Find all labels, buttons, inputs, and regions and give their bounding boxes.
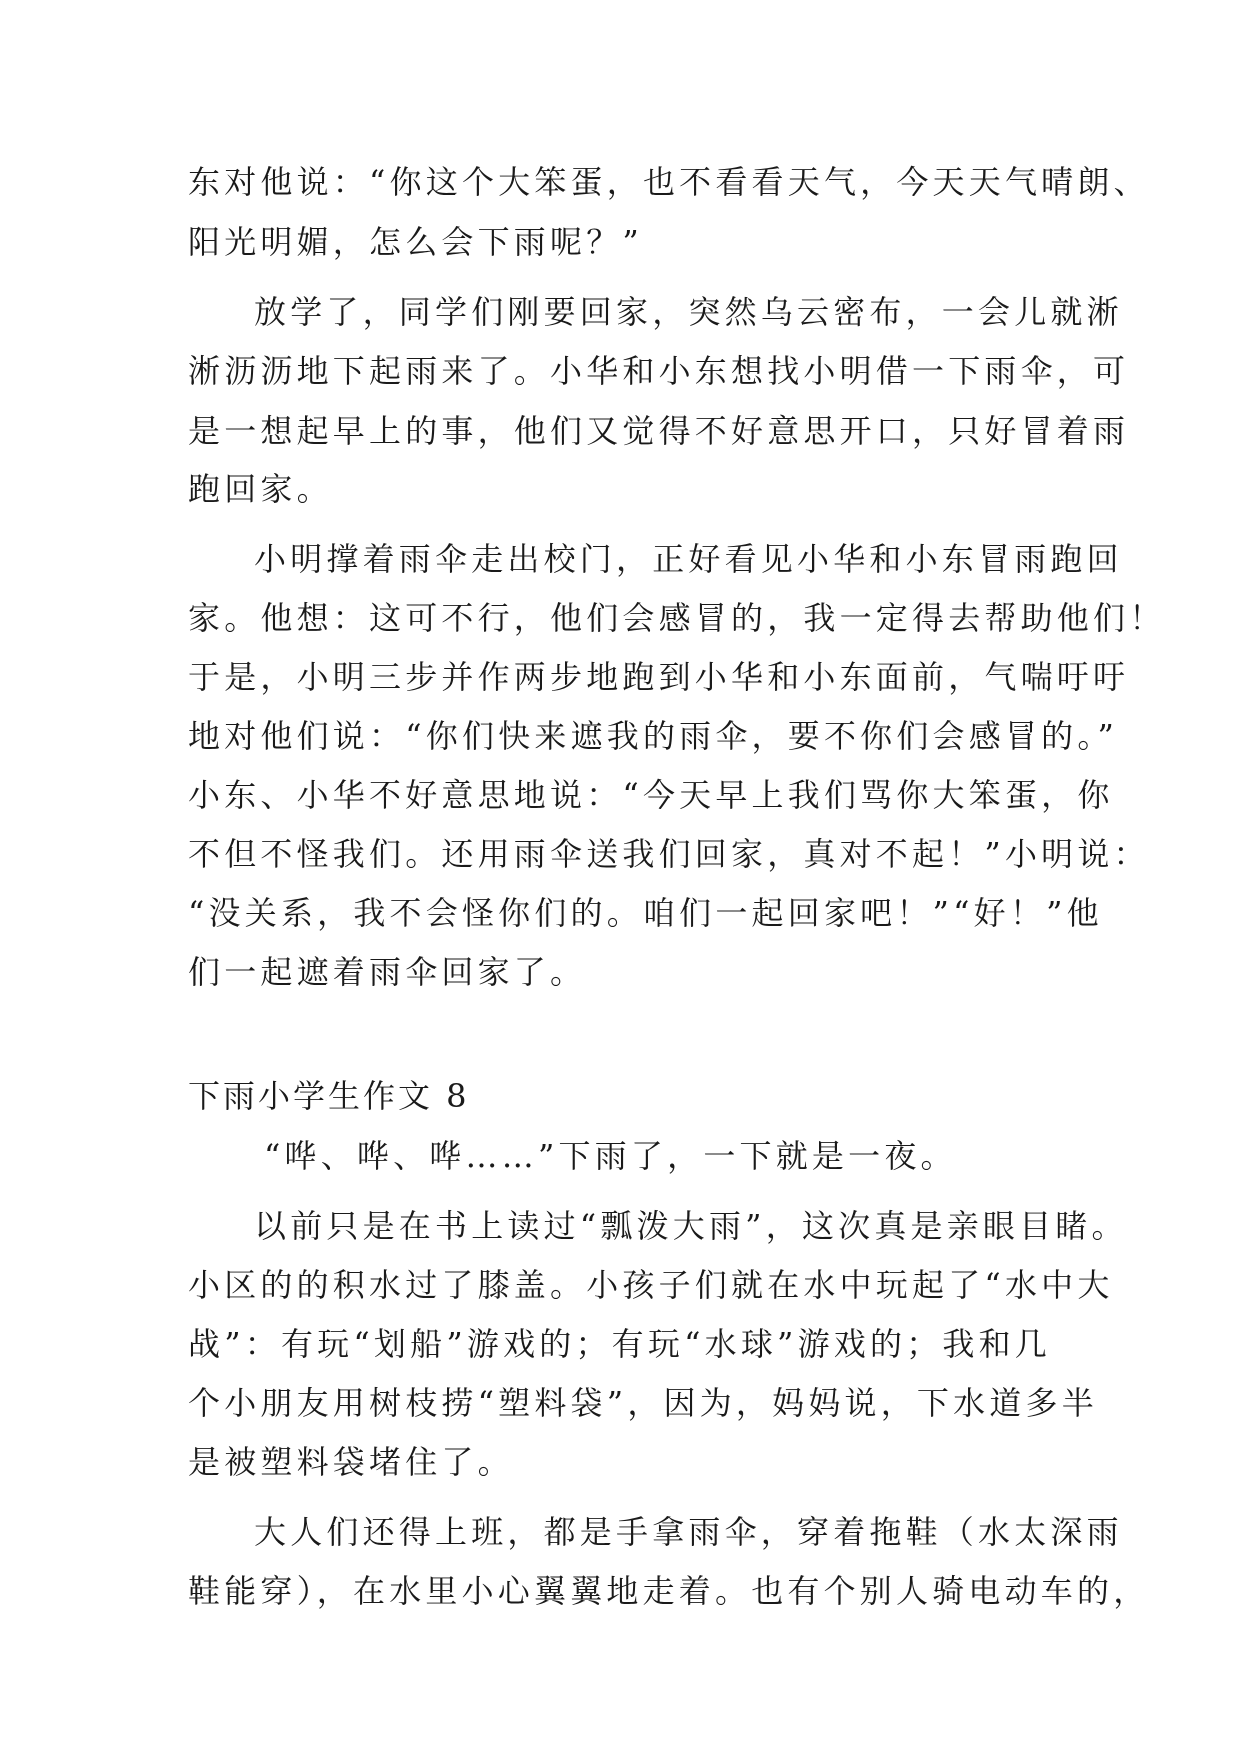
paragraph-line: “哗、哗、哗……”下雨了，一下就是一夜。 xyxy=(264,1137,957,1175)
paragraph-line: 个小朋友用树枝捞“塑料袋”，因为，妈妈说，下水道多半 xyxy=(188,1384,1098,1422)
paragraph-line: 地对他们说：“你们快来遮我的雨伞，要不你们会感冒的。” xyxy=(188,717,1119,755)
paragraph-line: 鞋能穿），在水里小心翼翼地走着。也有个别人骑电动车的， xyxy=(188,1572,1150,1610)
paragraph-line: 阳光明媚，怎么会下雨呢？” xyxy=(188,223,643,261)
paragraph-line: 是一想起早上的事，他们又觉得不好意思开口，只好冒着雨 xyxy=(188,412,1130,450)
paragraph-line: 放学了，同学们刚要回家，突然乌云密布，一会儿就淅 xyxy=(254,293,1123,331)
paragraph-line: 不但不怪我们。还用雨伞送我们回家，真对不起！”小明说： xyxy=(188,835,1150,873)
paragraph-line: 家。他想：这可不行，他们会感冒的，我一定得去帮助他们！ xyxy=(188,599,1166,637)
paragraph-line: 以前只是在书上读过“瓢泼大雨”，这次真是亲眼目睹。 xyxy=(254,1207,1128,1245)
paragraph-line: 跑回家。 xyxy=(188,470,333,508)
paragraph-line: 小明撑着雨伞走出校门，正好看见小华和小东冒雨跑回 xyxy=(254,540,1123,578)
paragraph-line: 大人们还得上班，都是手拿雨伞，穿着拖鞋（水太深雨 xyxy=(254,1513,1123,1551)
paragraph-line: 小东、小华不好意思地说：“今天早上我们骂你大笨蛋，你 xyxy=(188,776,1114,814)
paragraph-line: 们一起遮着雨伞回家了。 xyxy=(188,953,587,991)
paragraph-line: 于是，小明三步并作两步地跑到小华和小东面前，气喘吁吁 xyxy=(188,658,1130,696)
paragraph-line: 战”：有玩“划船”游戏的；有玩“水球”游戏的；我和几 xyxy=(188,1325,1051,1363)
paragraph-line: 是被塑料袋堵住了。 xyxy=(188,1443,514,1481)
paragraph-line: “没关系，我不会怪你们的。咱们一起回家吧！”“好！”他 xyxy=(188,894,1103,932)
section-heading: 下雨小学生作文 8 xyxy=(188,1077,470,1115)
paragraph-line: 小区的的积水过了膝盖。小孩子们就在水中玩起了“水中大 xyxy=(188,1266,1114,1304)
paragraph-line: 淅沥沥地下起雨来了。小华和小东想找小明借一下雨伞，可 xyxy=(188,352,1130,390)
paragraph-line: 东对他说：“你这个大笨蛋，也不看看天气，今天天气晴朗、 xyxy=(188,163,1150,201)
